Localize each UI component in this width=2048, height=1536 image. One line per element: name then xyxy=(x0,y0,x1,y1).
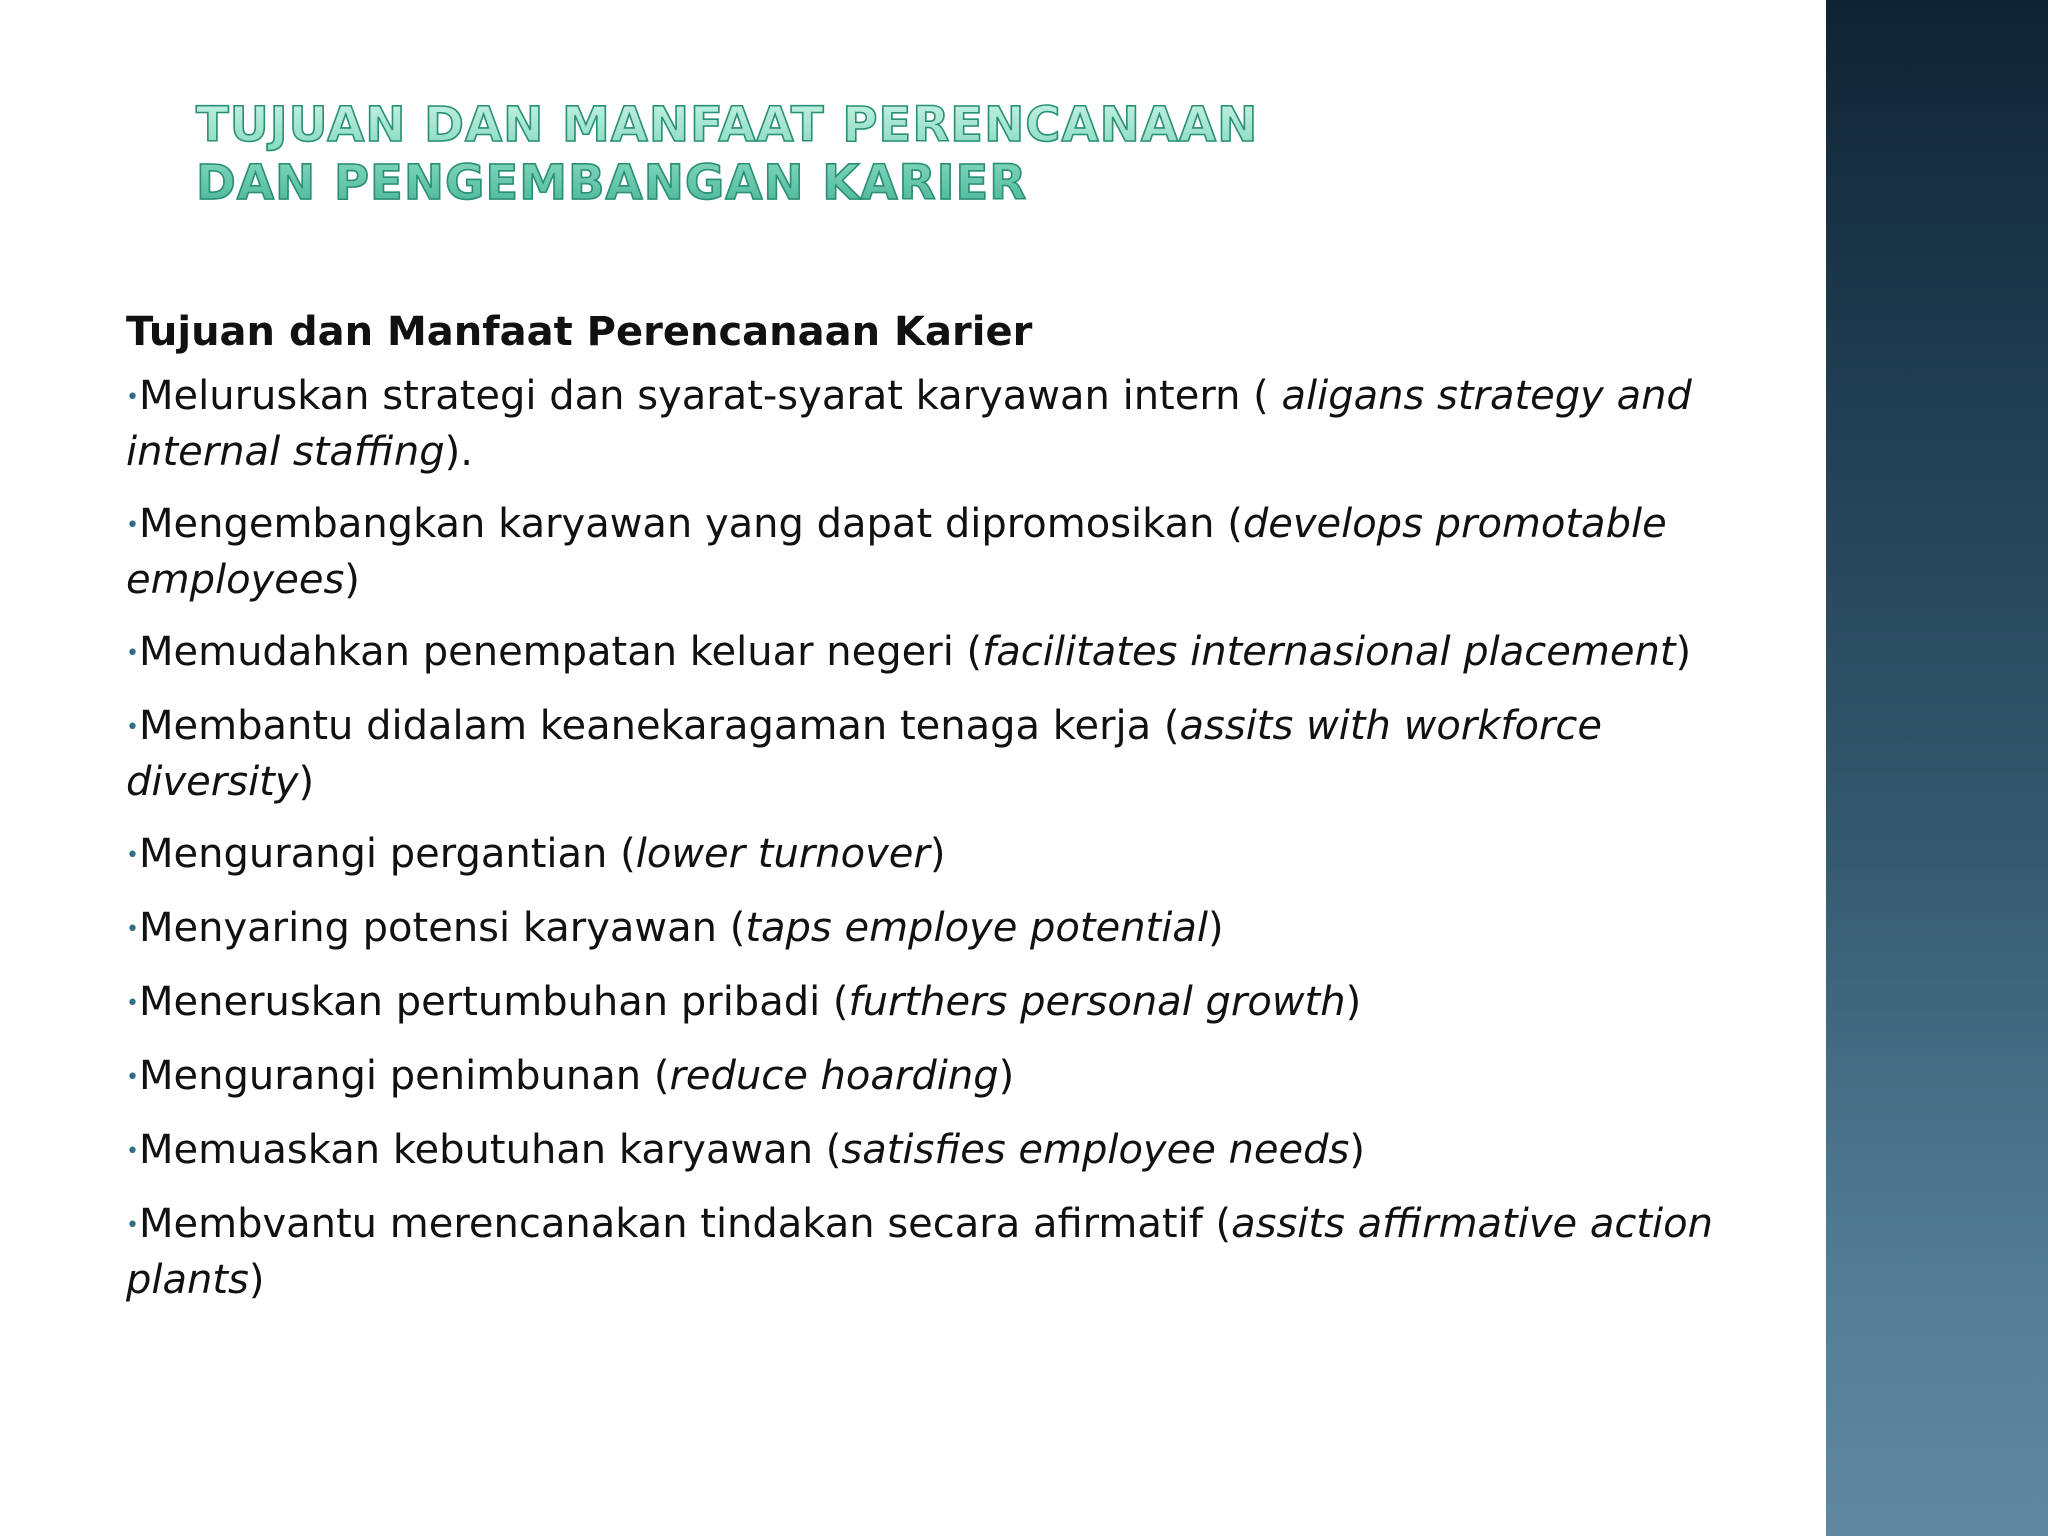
list-item xyxy=(126,901,1726,957)
list-item xyxy=(126,369,1726,479)
item-text: Mengembangkan karyawan yang dapat dipromosikan ( xyxy=(138,501,1243,547)
list-item xyxy=(126,1123,1726,1179)
item-tail: ) xyxy=(298,759,315,805)
item-tail: ) xyxy=(929,831,946,877)
section-heading: Tujuan dan Manfaat Perencanaan Karier xyxy=(126,309,1033,355)
list-item xyxy=(126,1049,1726,1105)
item-tail: ) xyxy=(998,1053,1015,1099)
item-english: furthers personal growth xyxy=(848,979,1346,1025)
item-text: Meneruskan pertumbuhan pribadi ( xyxy=(138,979,849,1025)
list-item xyxy=(126,699,1726,809)
decorative-sidebar xyxy=(1826,0,2048,1536)
item-english: assits affirmative action plants xyxy=(126,1201,1713,1303)
item-tail: ) xyxy=(1345,979,1362,1025)
item-english: aligans strategy and internal staffing xyxy=(126,373,1692,475)
bullet-icon: • xyxy=(126,1213,139,1238)
item-english: satisfies employee needs xyxy=(841,1127,1350,1173)
item-tail: ) xyxy=(344,557,360,603)
item-text: Memuaskan kebutuhan karyawan ( xyxy=(138,1127,842,1173)
item-text: Mengurangi penimbunan ( xyxy=(138,1053,670,1099)
item-text: Membantu didalam keanekaragaman tenaga kerja ( xyxy=(138,703,1180,749)
bullet-icon: • xyxy=(126,385,139,410)
item-text: Membvantu merencanakan tindakan secara afirmatif ( xyxy=(138,1201,1232,1247)
bullet-icon: • xyxy=(126,715,139,740)
bullet-icon: • xyxy=(126,1065,139,1090)
item-text: Mengurangi pergantian ( xyxy=(138,831,636,877)
item-english: taps employe potential xyxy=(745,905,1208,951)
slide-content xyxy=(126,303,1726,1325)
bullet-icon: • xyxy=(126,641,139,666)
item-text: Memudahkan penempatan keluar negeri ( xyxy=(138,629,983,675)
item-tail: ). xyxy=(444,429,473,475)
item-tail: ) xyxy=(1207,905,1224,951)
list-item xyxy=(126,497,1726,607)
bullet-icon: • xyxy=(126,991,139,1016)
bullet-icon: • xyxy=(126,1139,139,1164)
item-text: Menyaring potensi karyawan ( xyxy=(138,905,746,951)
item-tail: ) xyxy=(248,1257,265,1303)
item-text: Meluruskan strategi dan syarat-syarat karyawan intern ( xyxy=(138,373,1282,419)
list-item xyxy=(126,1197,1726,1307)
item-english: facilitates internasional placement xyxy=(982,629,1676,675)
item-tail: ) xyxy=(1349,1127,1365,1173)
item-tail: ) xyxy=(1675,629,1692,675)
bullet-icon: • xyxy=(126,917,139,942)
bullet-icon: • xyxy=(126,843,139,868)
list-item xyxy=(126,975,1726,1031)
bullet-icon: • xyxy=(126,513,139,538)
item-english: develops promotable employees xyxy=(126,501,1667,603)
item-english: assits with workforce diversity xyxy=(126,703,1603,805)
slide-title: TUJUAN DAN MANFAAT PERENCANAAN DAN PENGEMBANGAN KARIER xyxy=(196,96,1396,212)
item-english: lower turnover xyxy=(635,831,930,877)
list-item xyxy=(126,625,1726,681)
item-english: reduce hoarding xyxy=(669,1053,999,1099)
list-item xyxy=(126,827,1726,883)
